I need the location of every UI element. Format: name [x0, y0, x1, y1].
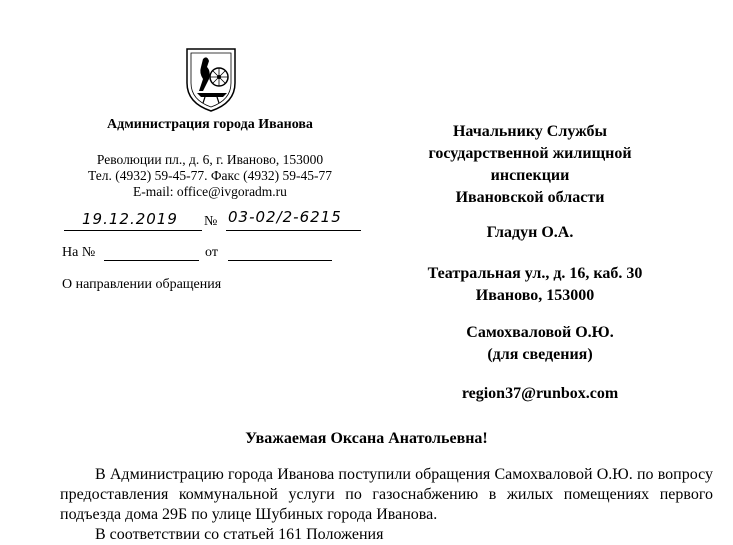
reply-number-blank	[104, 260, 199, 261]
copy-recipient-email: region37@runbox.com	[461, 385, 619, 402]
ivanovo-coat-of-arms-icon	[183, 45, 239, 113]
reply-reference-line	[62, 245, 362, 265]
date-underline	[64, 230, 202, 231]
letter-subject: О направлении обращения	[62, 277, 222, 292]
addressee-street: Театральная ул., д. 16, каб. 30	[427, 265, 643, 282]
addressee-position	[395, 121, 665, 209]
registration-date: 19.12.2019	[82, 210, 178, 228]
addressee-position-line: Ивановской области	[455, 189, 605, 206]
reply-to-label: На №	[62, 245, 96, 260]
number-sign: №	[204, 214, 218, 229]
letter-body	[60, 465, 713, 545]
salutation: Уважаемая Оксана Анатольевна!	[245, 430, 488, 447]
addressee-position-line: Начальнику Службы	[452, 123, 608, 140]
sender-email: E-mail: office@ivgoradm.ru	[133, 184, 287, 199]
sender-address: Революции пл., д. 6, г. Иваново, 153000	[96, 152, 324, 167]
addressee-name: Гладун О.А.	[486, 224, 574, 241]
addressee-position-line: инспекции	[490, 167, 570, 184]
body-paragraph: В Администрацию города Иванова поступили обращения Самохваловой О.Ю. по вопросу предоставления коммунальной услуги по газоснабжению в жилых помещениях первого подъезда дома 29Б по улице Шубиных города Иванова.	[60, 466, 713, 523]
addressee-position-line: государственной жилищной	[428, 145, 632, 162]
body-paragraph: В соответствии со статьей 161 Положения	[95, 526, 384, 543]
from-label: от	[205, 245, 218, 260]
number-underline	[226, 230, 361, 231]
copy-recipient-note: (для сведения)	[487, 346, 593, 363]
registration-line	[62, 208, 362, 236]
sender-org-name: Администрация города Иванова	[107, 117, 313, 132]
registration-number: 03-02/2-6215	[228, 208, 342, 226]
reply-date-blank	[228, 260, 332, 261]
sender-phone: Тел. (4932) 59-45-77. Факс (4932) 59-45-77	[88, 168, 332, 183]
addressee-city: Иваново, 153000	[475, 287, 595, 304]
copy-recipient-name: Самохваловой О.Ю.	[466, 324, 614, 341]
